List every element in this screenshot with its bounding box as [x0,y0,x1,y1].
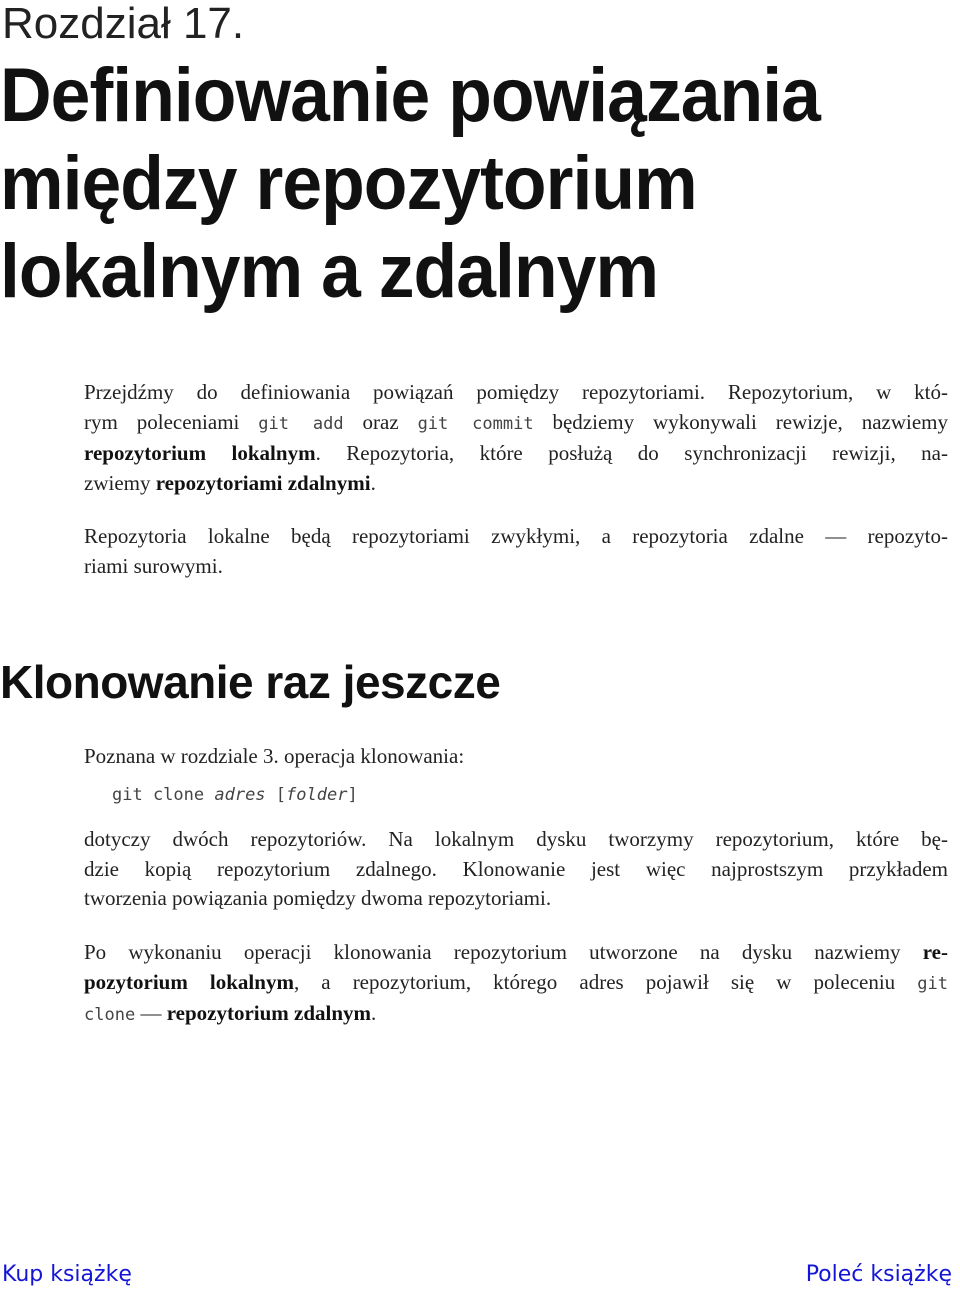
text-line: Po wykonaniu operacji klonowania repozytorium utworzone na dysku nazwiemy re- [84,940,948,964]
inline-code-git-add: git add [258,413,344,434]
term-remote-repo: repozytorium zdalnym [166,1001,372,1025]
term-local-repo: repozytorium lokalnym [84,441,316,465]
inline-code-git: git [917,973,948,994]
term-remote-repos: repozytoriami zdalnymi [155,470,371,495]
text-line: riami surowymi. [84,553,223,578]
code-example: git clone adres [folder] [112,785,358,805]
text-line: repozytorium lokalnym. Repozytoria, które posłużą do synchronizacji rewizji, na- [84,441,948,465]
text-line: dzie kopią repozytorium zdalnego. Klonowanie jest więc najprostszym przykładem [84,856,948,881]
text-line: rym poleceniami git add oraz git commit będziemy wykonywali rewizje, nazwiemy [84,409,949,434]
buy-book-link[interactable]: Kup książkę [2,1262,132,1287]
chapter-title-line: Definiowanie powiązania [0,53,820,138]
intro-paragraph-1 [84,378,948,498]
section-title: Klonowanie raz jeszcze [0,656,501,708]
chapter-number: Rozdział 17. [2,0,245,48]
inline-code-git-commit: git commit [417,413,534,434]
section-paragraph-1 [84,742,948,772]
section-paragraph-2 [84,825,948,914]
chapter-title [0,52,820,316]
text-line: tworzenia powiązania pomiędzy dwoma repozytoriami. [84,886,552,910]
text-line: pozytorium lokalnym, a repozytorium, którego adres pojawił się w poleceniu git [84,969,948,994]
text-line: dotyczy dwóch repozytoriów. Na lokalnym dysku tworzymy repozytorium, które bę- [84,827,948,851]
chapter-title-line: między repozytorium [0,141,697,226]
text-line: Przejdźmy do definiowania powiązań pomiędzy repozytoriami. Repozytorium, w któ- [84,380,948,404]
term-local-repo: pozytorium lokalnym [84,969,294,994]
text-line: Repozytoria lokalne będą repozytoriami zwykłymi, a repozytoria zdalne — repozyto- [84,524,948,548]
text-line: clone — repozytorium zdalnym. [84,1001,377,1025]
text-line: zwiemy repozytoriami zdalnymi. [84,470,376,495]
recommend-book-link[interactable]: Poleć książkę [805,1262,952,1287]
section-paragraph-3 [84,938,948,1031]
inline-code-clone: clone [84,1005,136,1025]
chapter-title-line: lokalnym a zdalnym [0,229,659,314]
text-line: Poznana w rozdziale 3. operacja klonowania: [84,744,465,768]
intro-paragraph-2 [84,522,948,581]
